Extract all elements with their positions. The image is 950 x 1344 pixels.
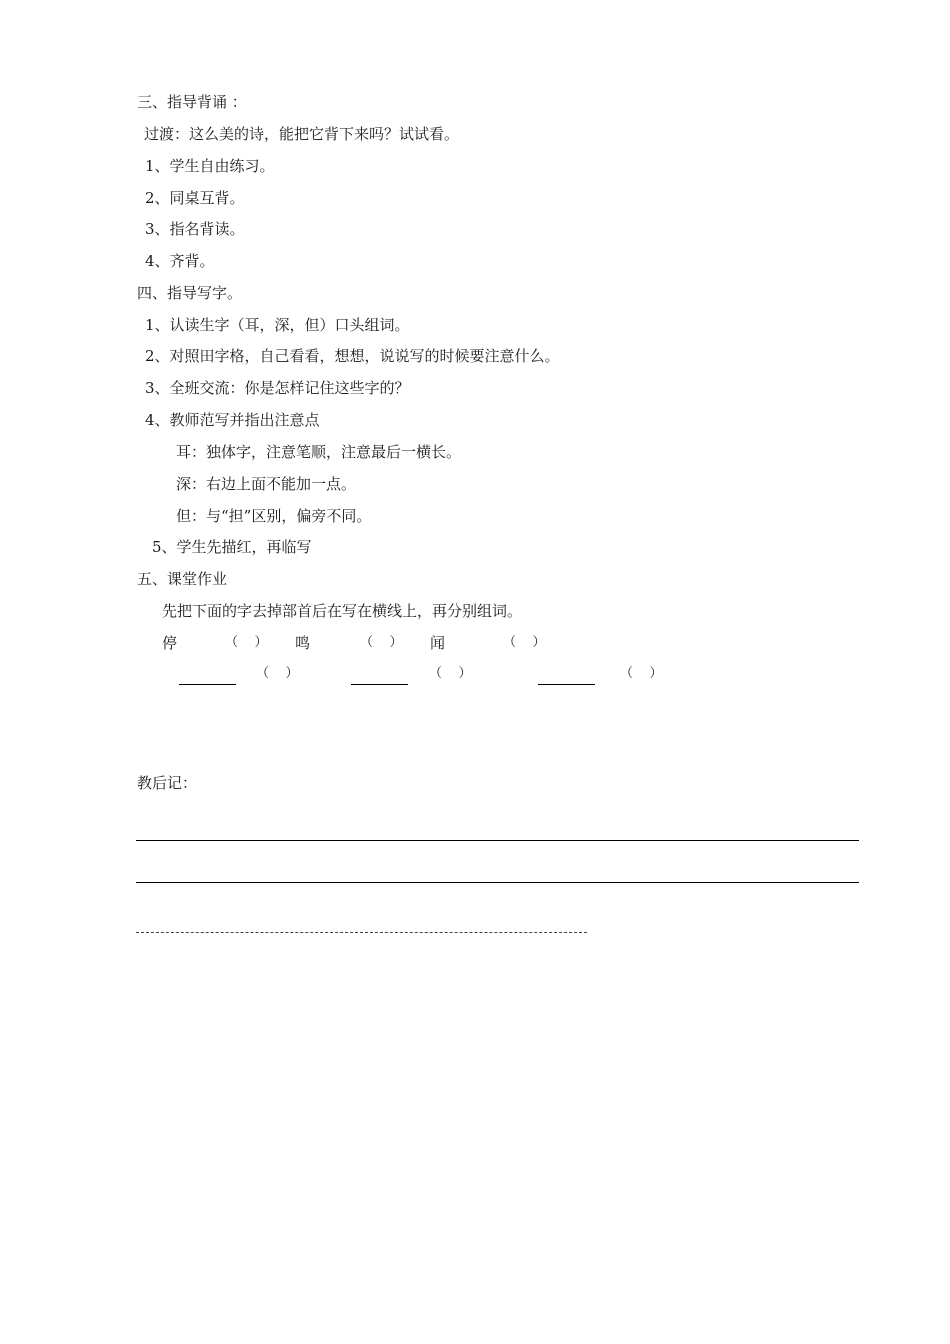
exercise-paren-3: （ ） xyxy=(503,635,546,650)
section-4-item-2: 2、对照田字格，自己看看，想想，说说写的时候要注意什么。 xyxy=(145,347,560,365)
exercise-char-wen: 闻 xyxy=(430,634,446,652)
section-5-heading: 五、课堂作业 xyxy=(137,570,228,588)
exercise-blank-3 xyxy=(538,684,595,685)
section-4-heading: 四、指导写字。 xyxy=(137,284,243,302)
section-4-note-er: 耳：独体字，注意笔顺，注意最后一横长。 xyxy=(176,443,462,461)
section-3-heading: 三、指导背诵 ： xyxy=(137,93,247,111)
section-4-item-4: 4、教师范写并指出注意点 xyxy=(145,411,320,429)
section-4-item-3: 3、全班交流：你是怎样记住这些字的？ xyxy=(145,379,410,397)
section-4-note-shen: 深：右边上面不能加一点。 xyxy=(176,475,357,493)
reflection-line-3 xyxy=(136,932,587,933)
section-3-item-2: 2、同桌互背。 xyxy=(145,189,245,207)
reflection-line-2 xyxy=(136,882,859,883)
exercise-char-ming: 鸣 xyxy=(295,634,311,652)
section-3-item-1: 1、学生自由练习。 xyxy=(145,157,275,175)
section-4-item-5: 5、学生先描红，再临写 xyxy=(152,538,312,556)
reflection-line-1 xyxy=(136,840,859,841)
exercise-paren-2: （ ） xyxy=(360,635,403,650)
section-4-item-1: 1、认读生字（耳，深，但）口头组词。 xyxy=(145,316,410,334)
reflection-label: 教后记： xyxy=(137,774,198,792)
exercise-char-ting: 停 xyxy=(162,634,178,652)
exercise-paren-6: （ ） xyxy=(620,666,663,681)
exercise-blank-2 xyxy=(351,684,408,685)
section-5-instruction: 先把下面的字去掉部首后在写在横线上，再分别组词。 xyxy=(162,602,523,620)
exercise-paren-1: （ ） xyxy=(225,635,268,650)
exercise-paren-4: （ ） xyxy=(256,666,299,681)
section-3-item-4: 4、齐背。 xyxy=(145,252,215,270)
section-3-transition: 过渡：这么美的诗，能把它背下来吗？试试看。 xyxy=(144,125,460,143)
section-4-note-dan: 但：与“担”区别，偏旁不同。 xyxy=(176,507,372,525)
section-3-item-3: 3、指名背读。 xyxy=(145,220,245,238)
exercise-blank-1 xyxy=(179,684,236,685)
exercise-paren-5: （ ） xyxy=(429,666,472,681)
